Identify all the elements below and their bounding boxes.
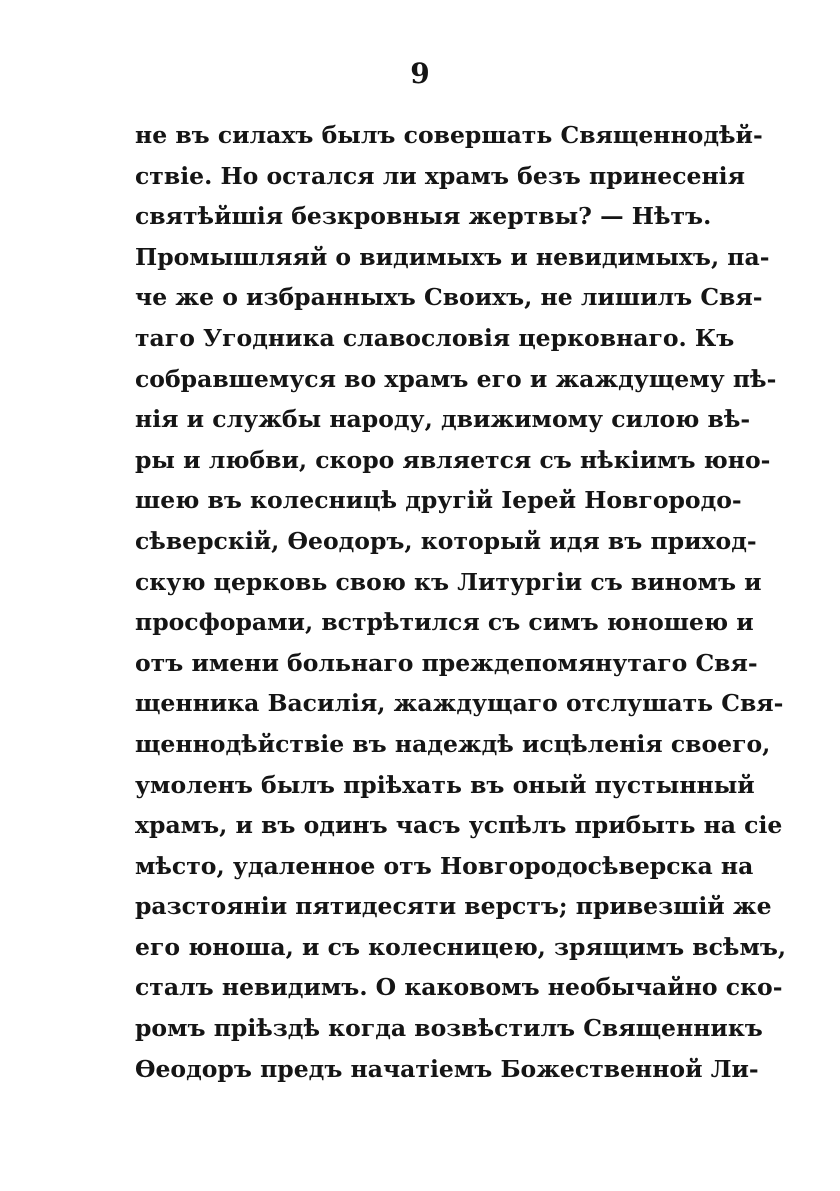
text-line: ромъ пріѣздѣ когда возвѣстилъ Священникъ: [135, 1014, 763, 1043]
text-line: ствіе. Но остался ли храмъ безъ принесенія: [135, 161, 745, 190]
text-line: шею въ колесницѣ другій Іерей Новгородо-: [135, 486, 742, 515]
text-line: ры и любви, скоро является съ нѣкіимъ юно-: [135, 445, 771, 474]
text-line: сѣверскій, Ѳеодоръ, который идя въ приход-: [135, 526, 757, 555]
text-line: Ѳеодоръ предъ начатіемъ Божественной Ли-: [135, 1054, 759, 1083]
text-line: храмъ, и въ одинъ часъ успѣлъ прибыть на сіе: [135, 811, 783, 840]
text-line: святѣйшія безкровныя жертвы? — Нѣтъ.: [135, 202, 712, 231]
text-line: скую церковь свою къ Литургіи съ виномъ и: [135, 567, 762, 596]
text-line: отъ имени больнаго преждепомянутаго Свя-: [135, 648, 758, 677]
text-line: Промышляяй о видимыхъ и невидимыхъ, па-: [135, 242, 770, 271]
text-line: сталъ невидимъ. О каковомъ необычайно ско-: [135, 973, 783, 1002]
text-line: разстояніи пятидесяти верстъ; привезшій же: [135, 892, 772, 921]
text-line: таго Угодника славословія церковнаго. Къ: [135, 323, 735, 352]
text-line: щеннодѣйствіе въ надеждѣ исцѣленія своего,: [135, 729, 771, 758]
text-line: нія и службы народу, движимому силою вѣ-: [135, 405, 751, 434]
text-line: мѣсто, удаленное отъ Новгородосѣверска на: [135, 851, 754, 880]
text-line: умоленъ былъ пріѣхать въ оный пустынный: [135, 770, 755, 799]
text-line: че же о избранныхъ Своихъ, не лишилъ Свя-: [135, 283, 763, 312]
text-line: его юноша, и съ колесницею, зрящимъ всѣмъ,: [135, 932, 787, 961]
text-line: просфорами, встрѣтился съ симъ юношею и: [135, 608, 754, 637]
body-text: [135, 115, 787, 1089]
page-number: 9: [410, 57, 430, 90]
text-line: не въ силахъ былъ совершать Священнодѣй-: [135, 121, 763, 149]
text-line: собравшемуся во храмъ его и жаждущему пѣ-: [135, 364, 777, 393]
text-line: щенника Василія, жаждущаго отслушать Свя-: [135, 689, 784, 718]
